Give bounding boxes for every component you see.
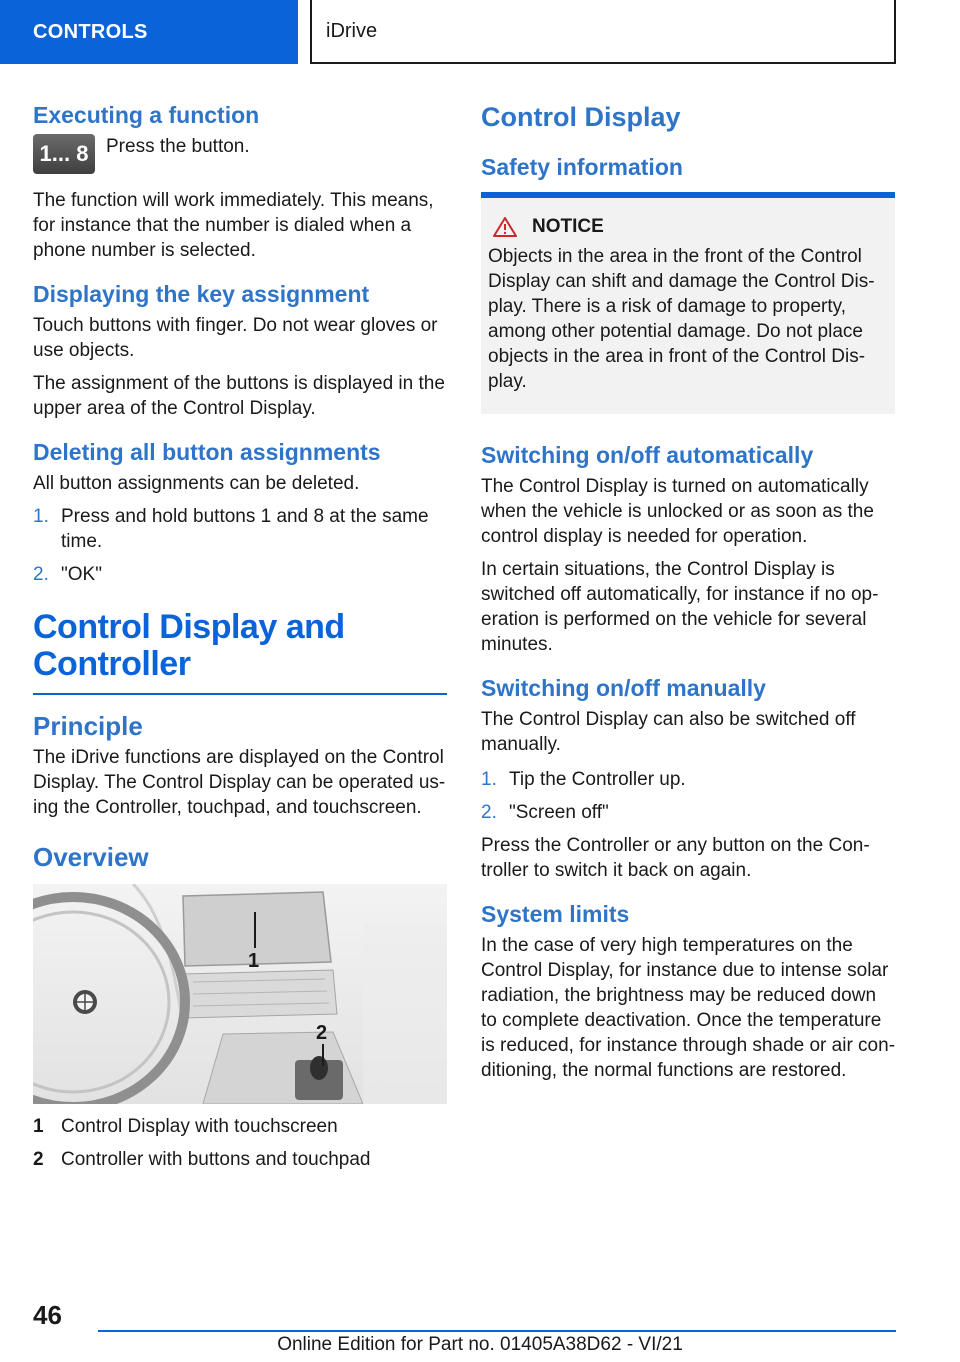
legend-text: Controller with buttons and touchpad <box>61 1149 371 1170</box>
displaying-paragraph-2: The assignment of the buttons is displayed in the upper area of the Control Display. <box>33 373 445 419</box>
warning-triangle-icon <box>492 216 518 238</box>
list-item <box>481 767 895 792</box>
page-number: 46 <box>33 1300 62 1330</box>
control-display-heading: Control Display <box>481 102 681 132</box>
auto-paragraph-2: In certain situations, the Control Display is switched off automatically, for instance if no operation is performed on the vehicle for several minutes. <box>481 559 879 655</box>
list-item <box>33 1114 447 1139</box>
cockpit-illustration <box>33 884 447 1104</box>
step-text: Tip the Controller up. <box>509 769 686 790</box>
button-1-8-icon: 1... 8 <box>33 134 95 174</box>
callout-1: 1 <box>248 950 260 972</box>
displaying-paragraph-1: Touch buttons with finger. Do not wear gloves or use objects. <box>33 315 438 361</box>
press-text: Press the button. <box>106 136 250 157</box>
notice-title: NOTICE <box>532 216 604 237</box>
displaying-heading: Displaying the key assignment <box>33 281 370 307</box>
deleting-body: All button assignments can be deleted. <box>33 473 360 494</box>
safety-heading: Safety information <box>481 154 683 180</box>
step-number: 2. <box>33 564 49 585</box>
list-item <box>481 800 895 825</box>
chapter-heading <box>33 609 447 683</box>
manual-heading: Switching on/off manually <box>481 675 766 701</box>
legend-number: 1 <box>33 1116 44 1137</box>
edition-note: Online Edition for Part no. 01405A38D62 - VI/21 <box>277 1334 683 1355</box>
left-column <box>33 100 447 1180</box>
notice-body: Objects in the area in the front of the Control Display can shift and damage the Control Display. There is a risk of damage to property, among other potential damage. Do not place objects in the area in front of the Control Display. <box>488 246 875 392</box>
auto-paragraph-1: The Control Display is turned on automatically when the vehicle is unlocked or as soon as the control display is needed for operation. <box>481 476 874 547</box>
manual-after: Press the Controller or any button on the Controller to switch it back on again. <box>481 835 870 881</box>
manual-steps <box>481 767 895 825</box>
cockpit-drawing <box>33 884 447 1104</box>
auto-heading: Switching on/off automatically <box>481 442 814 468</box>
executing-heading: Executing a function <box>33 102 260 128</box>
step-text: "OK" <box>61 564 102 585</box>
page-header <box>0 0 960 66</box>
step-text: "Screen off" <box>509 802 609 823</box>
chapter-heading-line-2: Controller <box>33 645 191 683</box>
notice-header <box>488 216 888 238</box>
step-number: 2. <box>481 802 497 823</box>
chapter-divider <box>33 693 447 695</box>
principle-body: The iDrive functions are displayed on the Control Display. The Control Display can be operated using the Controller, touchpad, and touchscreen. <box>33 747 446 818</box>
list-item <box>33 504 447 554</box>
footer-divider <box>98 1330 896 1332</box>
list-item <box>33 562 447 587</box>
figure-legend <box>33 1114 447 1172</box>
limits-heading: System limits <box>481 901 630 927</box>
step-number: 1. <box>481 769 497 790</box>
right-column <box>481 100 895 1091</box>
step-text: Press and hold buttons 1 and 8 at the same time. <box>61 506 429 552</box>
chapter-heading-line-1: Control Display and <box>33 608 345 646</box>
legend-text: Control Display with touchscreen <box>61 1116 338 1137</box>
step-number: 1. <box>33 506 49 527</box>
deleting-steps <box>33 504 447 587</box>
callout-2: 2 <box>316 1022 328 1044</box>
legend-number: 2 <box>33 1149 44 1170</box>
notice-box <box>481 198 895 414</box>
limits-body: In the case of very high temperatures on the Control Display, for instance due to intense solar radiation, the brightness may be reduced down to complete deactivation. Once the temperature is reduced, for instance through shade or air conditioning, the normal functions are restored. <box>481 935 896 1081</box>
deleting-heading: Deleting all button assignments <box>33 439 381 465</box>
button-instruction <box>33 134 447 182</box>
list-item <box>33 1147 447 1172</box>
section-tab: CONTROLS <box>0 0 298 64</box>
executing-body: The function will work immediately. This means, for instance that the number is dialed when a phone number is selected. <box>33 190 434 261</box>
chapter-tab: iDrive <box>310 0 896 64</box>
manual-body: The Control Display can also be switched off manually. <box>481 709 856 755</box>
overview-heading: Overview <box>33 842 149 872</box>
principle-heading: Principle <box>33 711 143 741</box>
